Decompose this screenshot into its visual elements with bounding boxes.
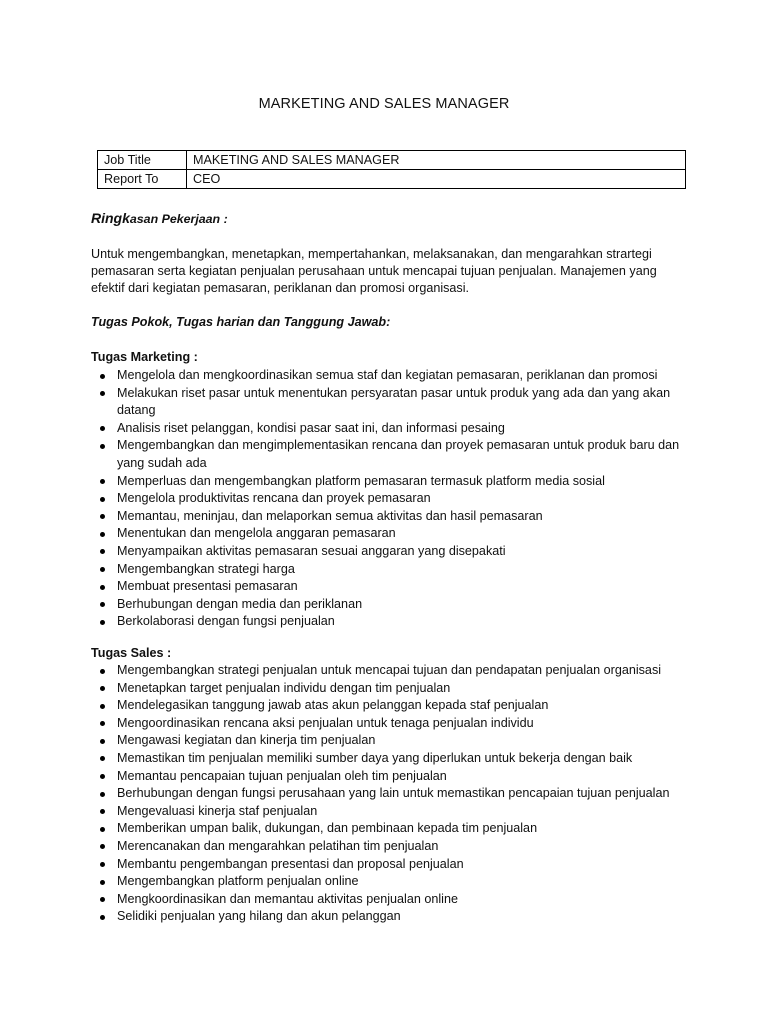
- list-item: Menyampaikan aktivitas pemasaran sesuai anggaran yang disepakati: [91, 543, 681, 561]
- report-to-value: CEO: [187, 170, 686, 189]
- list-item: Melakukan riset pasar untuk menentukan persyaratan pasar untuk produk yang ada dan yang akan datang: [91, 385, 681, 420]
- list-item: Memastikan tim penjualan memiliki sumber daya yang diperlukan untuk bekerja dengan baik: [91, 750, 681, 768]
- summary-heading: [91, 210, 228, 226]
- duties-heading: Tugas Pokok, Tugas harian dan Tanggung Jawab:: [91, 315, 391, 329]
- list-item: Mengembangkan platform penjualan online: [91, 873, 681, 891]
- list-item: Mengkoordinasikan dan memantau aktivitas penjualan online: [91, 891, 681, 909]
- table-row: [98, 151, 686, 170]
- list-item: Membantu pengembangan presentasi dan proposal penjualan: [91, 856, 681, 874]
- document-title: MARKETING AND SALES MANAGER: [258, 96, 510, 112]
- list-item: Mengembangkan strategi harga: [91, 561, 681, 579]
- list-item: Mengembangkan strategi penjualan untuk mencapai tujuan dan pendapatan penjualan organisasi: [91, 662, 681, 680]
- list-item: Memperluas dan mengembangkan platform pemasaran termasuk platform media sosial: [91, 473, 681, 491]
- list-item: Berkolaborasi dengan fungsi penjualan: [91, 613, 681, 631]
- report-to-label: Report To: [98, 170, 187, 189]
- list-item: Merencanakan dan mengarahkan pelatihan tim penjualan: [91, 838, 681, 856]
- list-item: Memantau, meninjau, dan melaporkan semua aktivitas dan hasil pemasaran: [91, 508, 681, 526]
- summary-heading-part1: Ringk: [91, 210, 130, 226]
- summary-text: Untuk mengembangkan, menetapkan, mempertahankan, melaksanakan, dan mengarahkan strartegi pemasaran serta kegiatan penjualan perusahaan untuk mencapai tujuan penjualan. Manajemen yang efektif dari kegiatan pemasaran, periklanan dan promosi organisasi.: [91, 247, 657, 295]
- marketing-heading: Tugas Marketing :: [91, 350, 198, 364]
- list-item: Selidiki penjualan yang hilang dan akun pelanggan: [91, 908, 681, 926]
- list-item: Mengawasi kegiatan dan kinerja tim penjualan: [91, 732, 681, 750]
- list-item: Memberikan umpan balik, dukungan, dan pembinaan kepada tim penjualan: [91, 820, 681, 838]
- job-title-value: MAKETING AND SALES MANAGER: [187, 151, 686, 170]
- job-title-label: Job Title: [98, 151, 187, 170]
- list-item: Mengoordinasikan rencana aksi penjualan untuk tenaga penjualan individu: [91, 715, 681, 733]
- list-item: Membuat presentasi pemasaran: [91, 578, 681, 596]
- marketing-duties-list: [91, 367, 681, 631]
- list-item: Mengembangkan dan mengimplementasikan rencana dan proyek pemasaran untuk produk baru dan yang sudah ada: [91, 437, 681, 472]
- list-item: Berhubungan dengan fungsi perusahaan yang lain untuk memastikan pencapaian tujuan penjualan: [91, 785, 681, 803]
- list-item: Berhubungan dengan media dan periklanan: [91, 596, 681, 614]
- list-item: Menentukan dan mengelola anggaran pemasaran: [91, 525, 681, 543]
- sales-heading: Tugas Sales :: [91, 646, 172, 660]
- list-item: Menetapkan target penjualan individu dengan tim penjualan: [91, 680, 681, 698]
- list-item: Mengelola produktivitas rencana dan proyek pemasaran: [91, 490, 681, 508]
- list-item: Mendelegasikan tanggung jawab atas akun pelanggan kepada staf penjualan: [91, 697, 681, 715]
- summary-heading-part2: asan Pekerjaan :: [129, 212, 228, 226]
- job-info-table: [97, 150, 686, 189]
- sales-duties-list: [91, 662, 681, 926]
- list-item: Memantau pencapaian tujuan penjualan oleh tim penjualan: [91, 768, 681, 786]
- list-item: Mengelola dan mengkoordinasikan semua staf dan kegiatan pemasaran, periklanan dan promosi: [91, 367, 681, 385]
- list-item: Mengevaluasi kinerja staf penjualan: [91, 803, 681, 821]
- list-item: Analisis riset pelanggan, kondisi pasar saat ini, dan informasi pesaing: [91, 420, 681, 438]
- table-row: [98, 170, 686, 189]
